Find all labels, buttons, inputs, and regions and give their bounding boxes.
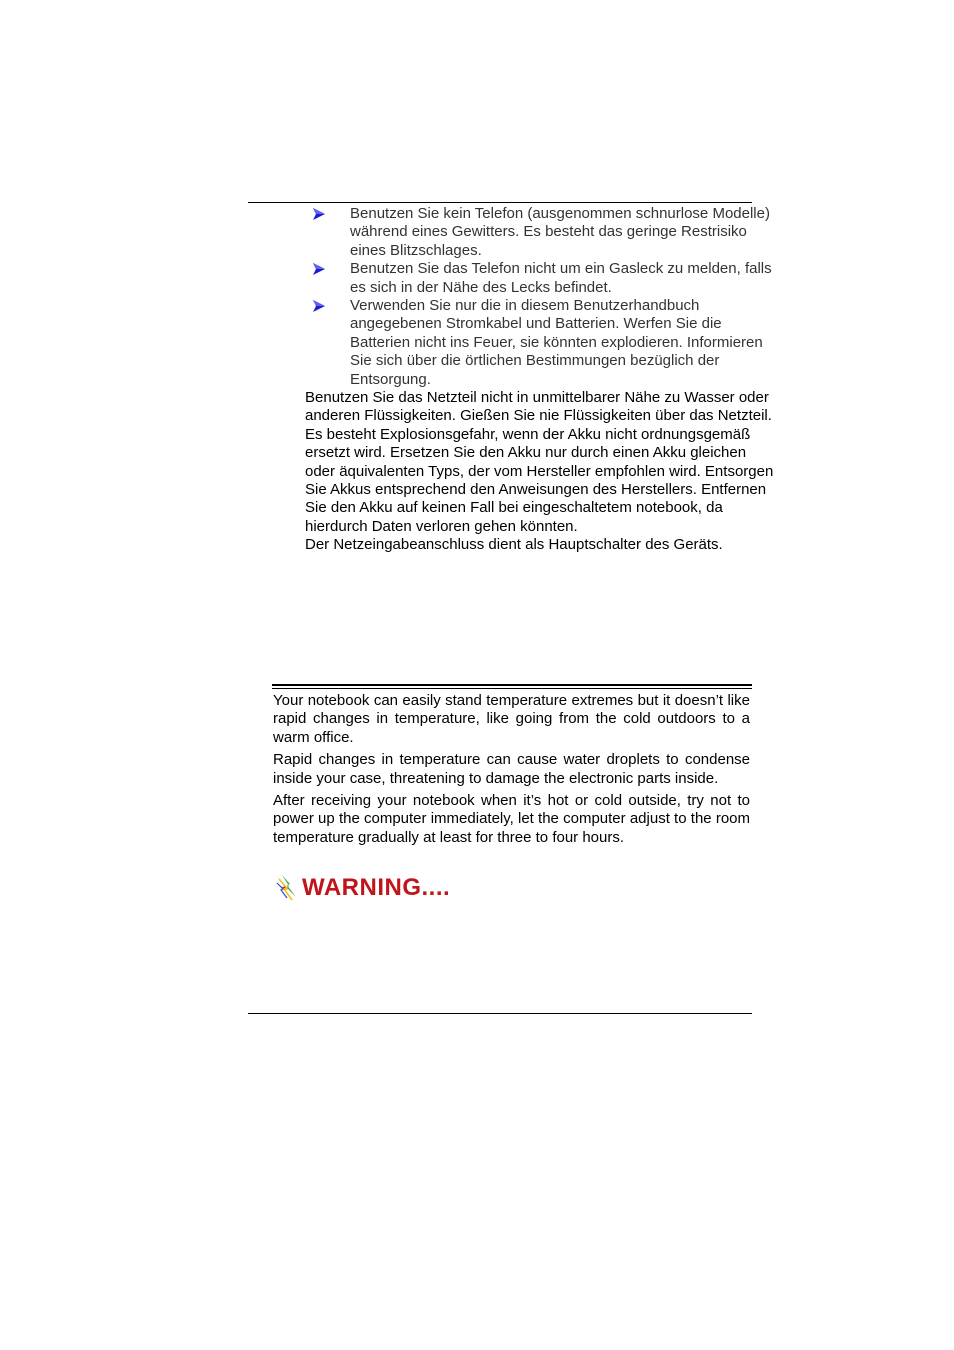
paragraph: Rapid changes in temperature can cause water droplets to condense inside your case, threatening to damage the electronic parts inside. bbox=[273, 751, 750, 787]
paragraph: Der Netzeingabeanschluss dient als Hauptschalter des Geräts. bbox=[305, 536, 723, 554]
arrow-bullet-icon bbox=[312, 207, 326, 221]
warning-bolt-icon bbox=[274, 873, 300, 903]
german-bullet-list bbox=[312, 205, 772, 389]
footer-rule bbox=[248, 1013, 752, 1014]
paragraph: Es besteht Explosionsgefahr, wenn der Akku nicht ordnungsgemäß ersetzt wird. Ersetzen Sie den Akku nur durch einen Akku gleichen oder äquivalenten Typs, der vom Hersteller empfohlen wird. Entsorgen Sie Akkus entsprechend den Anweisungen des Herstellers. Entfernen Sie den Akku auf keinen Fall bei eingeschaltetem notebook, da hierdurch Daten verloren gehen könnten. bbox=[305, 425, 774, 535]
list-item bbox=[312, 205, 772, 260]
list-item bbox=[312, 297, 772, 389]
paragraph: Benutzen Sie das Netzteil nicht in unmittelbarer Nähe zu Wasser oder anderen Flüssigkeiten. Gießen Sie nie Flüssigkeiten über das Netzteil. bbox=[305, 389, 772, 425]
bullet-text: Benutzen Sie das Telefon nicht um ein Gasleck zu melden, falls es sich in der Nähe des Lecks befindet. bbox=[350, 260, 772, 296]
warning-label: WARNING.... bbox=[302, 874, 451, 901]
section-rule-thin bbox=[272, 688, 752, 689]
arrow-bullet-icon bbox=[312, 262, 326, 276]
german-paragraphs bbox=[305, 389, 775, 555]
paragraph: Your notebook can easily stand temperature extremes but it doesn’t like rapid changes in temperature, like going from the cold outdoors to a warm office. bbox=[273, 692, 750, 746]
english-paragraphs bbox=[273, 692, 750, 851]
list-item bbox=[312, 260, 772, 297]
section-rule bbox=[272, 684, 752, 686]
warning-heading bbox=[274, 872, 450, 904]
header-rule bbox=[248, 202, 752, 203]
bullet-text: Verwenden Sie nur die in diesem Benutzerhandbuch angegebenen Stromkabel und Batterien. Werfen Sie die Batterien nicht ins Feuer, sie könnten explodieren. Informieren Sie sich über die örtlichen Bestimmungen bezüglich der Entsorgung. bbox=[350, 297, 763, 388]
arrow-bullet-icon bbox=[312, 299, 326, 313]
bullet-text: Benutzen Sie kein Telefon (ausgenommen schnurlose Modelle) während eines Gewitters. Es besteht das geringe Restrisiko eines Blitzschlages. bbox=[350, 205, 770, 259]
paragraph: After receiving your notebook when it’s hot or cold outside, try not to power up the computer immediately, let the computer adjust to the room temperature gradually at least for three to four hours. bbox=[273, 792, 750, 846]
